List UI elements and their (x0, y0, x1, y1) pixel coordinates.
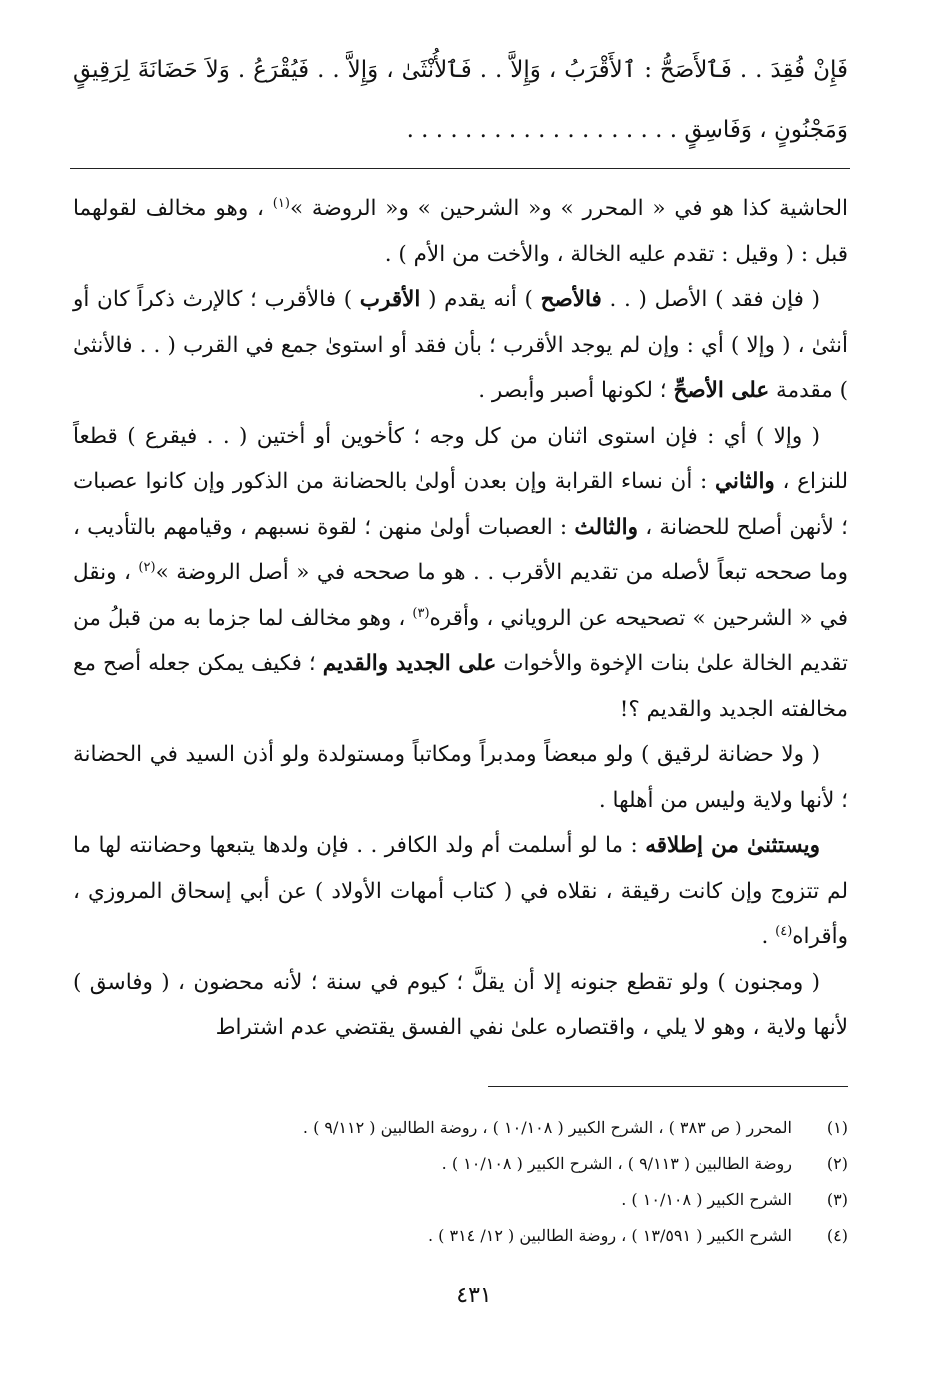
footnote-text: الشرح الكبير ( ١٣/٥٩١ ) ، روضة الطالبين ( ١٢/ ٣١٤ ) . (427, 1226, 792, 1245)
main-text-dots: . . . . . . . . . . . . . . . . . . . (406, 117, 678, 143)
footnote-text: الشرح الكبير ( ١٠/١٠٨ ) . (621, 1190, 792, 1209)
commentary-paragraph-2: ( فإن فقد ) الأصل ( . . فالأصح ) أنه يقدم ( الأقرب ) فالأقرب ؛ كالإرث ذكراً كان أو أنثىٰ ، ( وإلا ) أي : وإن لم يوجد الأقرب ؛ بأن فقد أو استوىٰ جمع في القرب ( . . فالأنثىٰ ) مقدمة على الأصحِّ ؛ لكونها أصبر وأبصر . (73, 287, 848, 403)
footnote-number: (٣) (826, 1190, 848, 1209)
footnote-number: (٢) (826, 1154, 848, 1173)
commentary-paragraph-3: ( وإلا ) أي : فإن استوى اثنان من كل وجه ؛ كأخوين أو أختين ( . . فيقرع ) قطعاً للنزاع ، والثاني : أن نساء القرابة وإن بعدن أولىٰ بالحضانة من الذكور وإن كانوا عصبات ؛ لأنهن أصلح للحضانة ، والثالث : العصبات أولىٰ منهن ؛ لقوة نسبهم ، وقيامهم بالتأديب ، وما صححه تبعاً لأصله من تقديم الأقرب . . هو ما صححه في « أصل الروضة »$^{(٢)}$ ، ونقل في « الشرحين » تصحيحه عن الروياني ، وأقره$^{(٣)}$ ، وهو مخالف لما جزما به من قبلُ من تقديم الخالة علىٰ بنات الإخوة والأخوات على الجديد والقديم ؛ فكيف يمكن جعله أصح مع مخالفته الجديد والقديم ؟! (73, 423, 849, 722)
footnote-ref-2: (٢) (138, 559, 156, 575)
footnote-number: (٤) (826, 1226, 848, 1245)
footnote-text: روضة الطالبين ( ٩/١١٣ ) ، الشرح الكبير ( ١٠/١٠٨ ) . (441, 1154, 792, 1173)
footnote-number: (١) (826, 1118, 848, 1137)
footnote-text: المحرر ( ص ٣٨٣ ) ، الشرح الكبير ( ١٠/١٠٨ ) ، روضة الطالبين ( ٩/١١٢ ) . (302, 1118, 792, 1137)
footnote-4 (73, 1218, 848, 1254)
commentary-paragraph-5: ويستثنىٰ من إطلاقه : ما لو أسلمت أم ولد الكافر . . فإن ولدها يتبعها وحضانته لها ما لم تتزوج وإن كانت رقيقة ، نقلاه في ( كتاب أمهات الأولاد ) عن أبي إسحاق المروزي ، وأقراه$^{(٤)}$ . (73, 833, 848, 949)
commentary-paragraph-4: ( ولا حضانة لرقيق ) ولو مبعضاً ومدبراً ومكاتباً ومستولدة ولو أذن السيد في الحضانة ؛ لأنها ولاية وليس من أهلها . (73, 742, 848, 813)
footnote-2 (73, 1146, 848, 1182)
commentary-paragraph-6: ( ومجنون ) ولو تقطع جنونه إلا أن يقلَّ ؛ كيوم في سنة ؛ لأنه محضون ، ( وفاسق ) لأنها ولاية ، وهو لا يلي ، واقتصاره علىٰ نفي الفسق يقتضي عدم اشتراط (73, 969, 848, 1040)
footnote-ref-4: (٤) (775, 923, 793, 939)
footnote-3 (73, 1182, 848, 1218)
footnote-1 (73, 1110, 848, 1146)
text-divider (70, 168, 850, 169)
commentary (73, 186, 848, 1051)
footnotes-divider (488, 1086, 848, 1087)
main-text-body: فَإِنْ فُقِدَ . . فَٱلأَصَحُّ : ٱلأَقْرَبُ ، وَإِلاَّ . . فَٱلأُنْثَىٰ ، وَإِلاَّ . . فَيُقْرَعُ . وَلاَ حَضَانَةَ لِرَقِيقٍ وَمَجْنُونٍ ، وَفَاسِقٍ (73, 57, 848, 143)
commentary-paragraph-1: الحاشية كذا هو في « المحرر » و« الشرحين » و« الروضة »$^{(١)}$ ، وهو مخالف لقولهما قبل : ( وقيل : تقدم عليه الخالة ، والأخت من الأم ) . (73, 195, 848, 267)
footnotes (73, 1110, 848, 1254)
main-text (73, 40, 848, 160)
page-number: ٤٣١ (456, 1283, 492, 1308)
footnote-ref-3: (٣) (412, 605, 430, 621)
footnote-ref-1: (١) (272, 195, 290, 211)
